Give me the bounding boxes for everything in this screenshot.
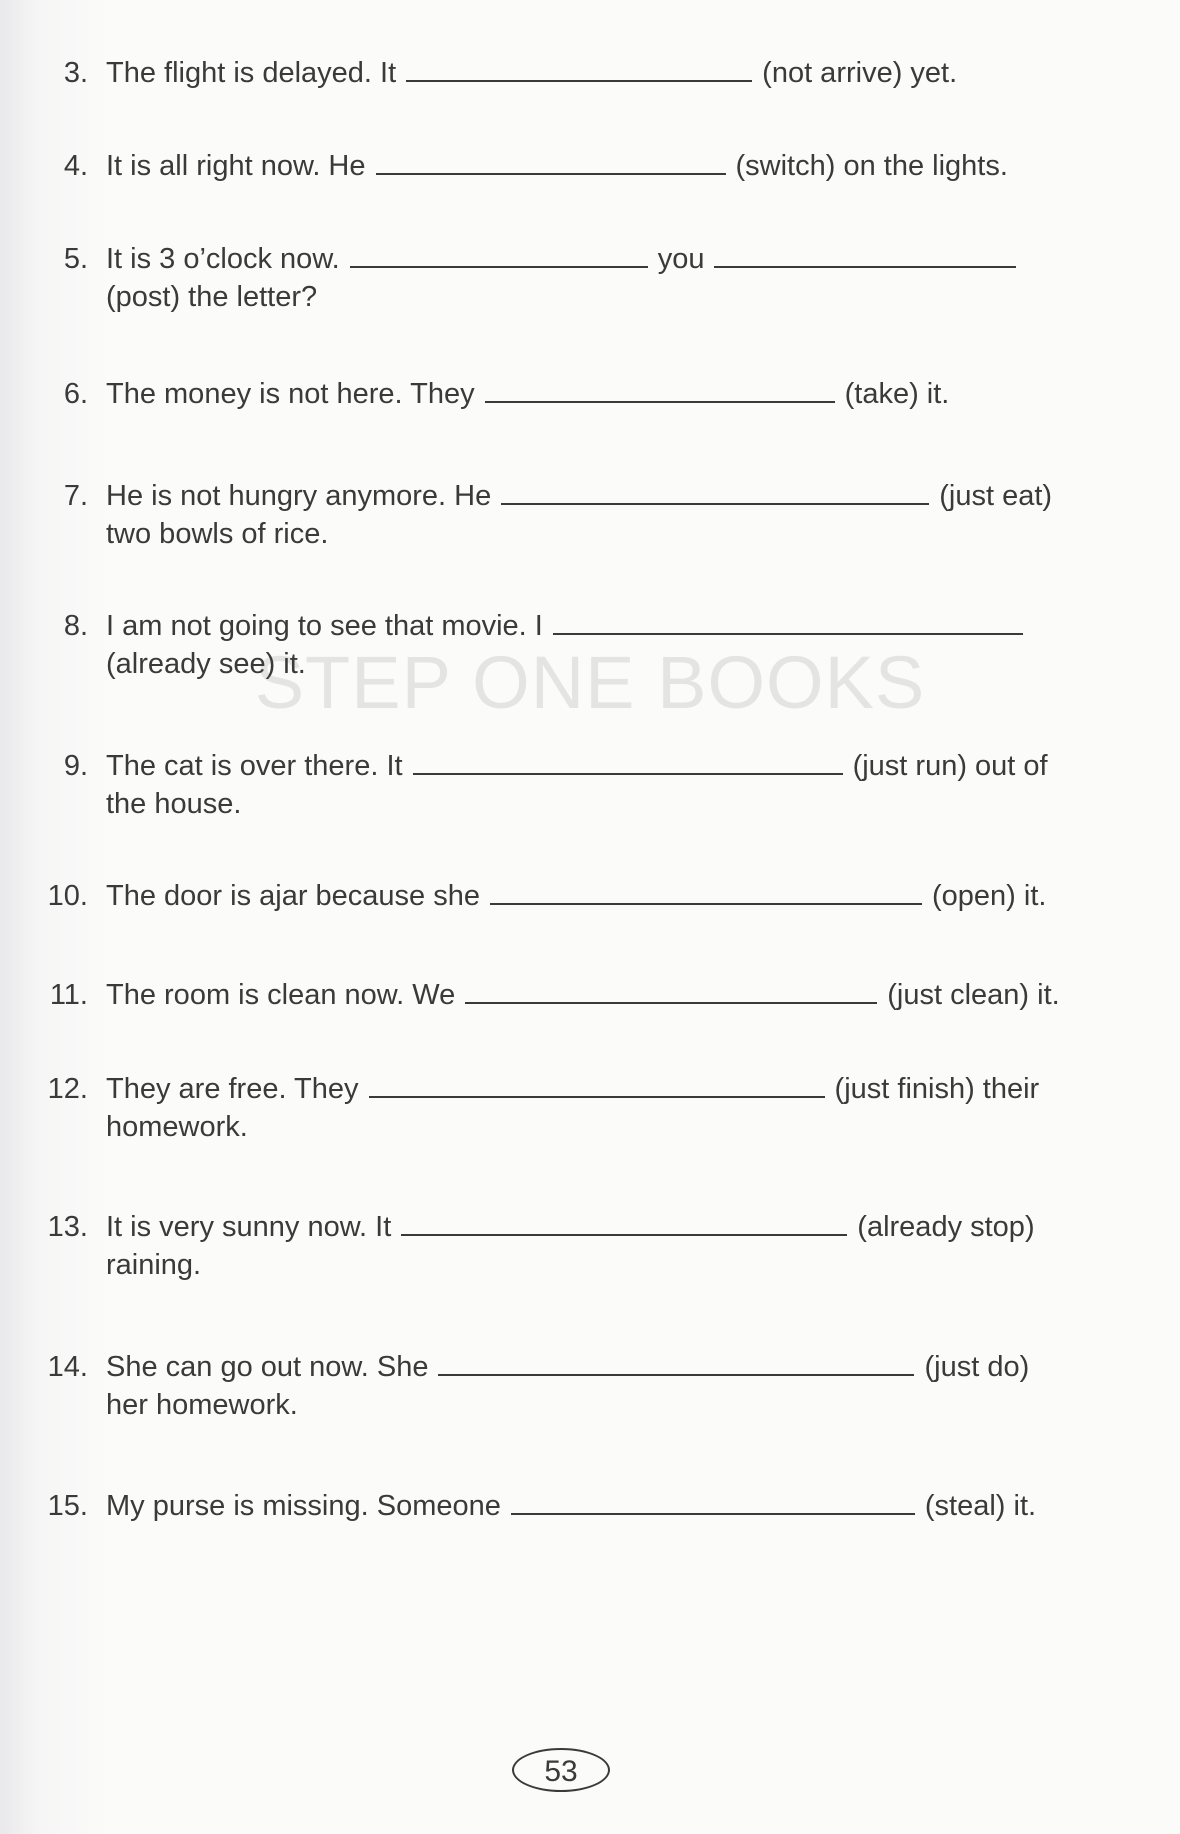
item-continuation: (already see) it. bbox=[106, 648, 306, 680]
item-number: 12. bbox=[47, 1073, 88, 1105]
answer-blank-2[interactable] bbox=[714, 240, 1016, 268]
exercise-item-9 bbox=[40, 747, 1060, 823]
item-text: It is 3 o’clock now. bbox=[106, 243, 340, 275]
answer-blank[interactable] bbox=[369, 1070, 825, 1098]
answer-blank[interactable] bbox=[485, 375, 835, 403]
exercise-item-13 bbox=[40, 1208, 1060, 1284]
item-number: 11. bbox=[49, 979, 88, 1011]
answer-blank[interactable] bbox=[501, 477, 929, 505]
answer-blank[interactable] bbox=[553, 607, 1023, 635]
page-number: 53 bbox=[512, 1748, 610, 1792]
item-hint: (just finish) their bbox=[834, 1073, 1040, 1105]
watermark: STEP ONE BOOKS bbox=[254, 641, 926, 724]
answer-blank[interactable] bbox=[465, 976, 877, 1004]
answer-blank[interactable] bbox=[413, 747, 843, 775]
answer-blank[interactable] bbox=[511, 1487, 915, 1515]
answer-blank[interactable] bbox=[438, 1348, 914, 1376]
item-number: 14. bbox=[47, 1351, 88, 1383]
answer-blank[interactable] bbox=[490, 877, 922, 905]
item-text: He is not hungry anymore. He bbox=[106, 480, 492, 512]
item-hint: (just eat) bbox=[939, 480, 1053, 512]
item-text: They are free. They bbox=[106, 1073, 359, 1105]
item-hint: (open) it. bbox=[932, 880, 1047, 912]
item-text: The flight is delayed. It bbox=[106, 57, 397, 89]
item-text: The room is clean now. We bbox=[106, 979, 456, 1011]
item-number: 9. bbox=[63, 750, 88, 782]
item-text: My purse is missing. Someone bbox=[106, 1490, 501, 1522]
item-number: 3. bbox=[63, 57, 88, 89]
item-text: It is all right now. He bbox=[106, 150, 366, 182]
item-text: It is very sunny now. It bbox=[106, 1211, 392, 1243]
item-number: 10. bbox=[47, 880, 88, 912]
item-text: The money is not here. They bbox=[106, 378, 475, 410]
item-text: The door is ajar because she bbox=[106, 880, 480, 912]
item-hint: (not arrive) yet. bbox=[762, 57, 958, 89]
exercise-item-12 bbox=[40, 1070, 1060, 1146]
item-number: 7. bbox=[63, 480, 88, 512]
item-number: 8. bbox=[63, 610, 88, 642]
answer-blank-1[interactable] bbox=[350, 240, 648, 268]
exercise-item-10 bbox=[40, 877, 1060, 915]
exercise-item-11 bbox=[40, 976, 1060, 1014]
item-hint: (already stop) bbox=[857, 1211, 1035, 1243]
exercise-item-8 bbox=[40, 607, 1060, 683]
item-number: 5. bbox=[63, 243, 88, 275]
exercise-item-6 bbox=[40, 375, 1060, 413]
answer-blank[interactable] bbox=[376, 147, 726, 175]
item-continuation: the house. bbox=[106, 788, 242, 820]
item-hint: (take) it. bbox=[844, 378, 950, 410]
answer-blank[interactable] bbox=[401, 1208, 847, 1236]
item-continuation: homework. bbox=[106, 1111, 248, 1143]
item-continuation: her homework. bbox=[106, 1389, 298, 1421]
item-text: I am not going to see that movie. I bbox=[106, 610, 543, 642]
item-hint: (steal) it. bbox=[924, 1490, 1037, 1522]
exercise-item-14 bbox=[40, 1348, 1060, 1424]
item-hint: (just do) bbox=[924, 1351, 1030, 1383]
answer-blank[interactable] bbox=[406, 54, 752, 82]
item-hint: (just clean) it. bbox=[887, 979, 1060, 1011]
item-text: She can go out now. She bbox=[106, 1351, 429, 1383]
item-continuation: two bowls of rice. bbox=[106, 518, 329, 550]
exercise-item-7 bbox=[40, 477, 1060, 553]
exercise-item-15 bbox=[40, 1487, 1060, 1525]
exercise-item-5 bbox=[40, 240, 1060, 316]
item-hint: (switch) on the lights. bbox=[735, 150, 1008, 182]
item-number: 13. bbox=[47, 1211, 88, 1243]
item-hint: (just run) out of bbox=[852, 750, 1048, 782]
item-number: 15. bbox=[47, 1490, 88, 1522]
item-number: 6. bbox=[63, 378, 88, 410]
item-text-middle: you bbox=[657, 243, 705, 275]
item-continuation: (post) the letter? bbox=[106, 281, 318, 313]
item-continuation: raining. bbox=[106, 1249, 202, 1281]
item-number: 4. bbox=[63, 150, 88, 182]
item-text: The cat is over there. It bbox=[106, 750, 403, 782]
exercise-item-3 bbox=[40, 54, 1060, 92]
exercise-item-4 bbox=[40, 147, 1060, 185]
